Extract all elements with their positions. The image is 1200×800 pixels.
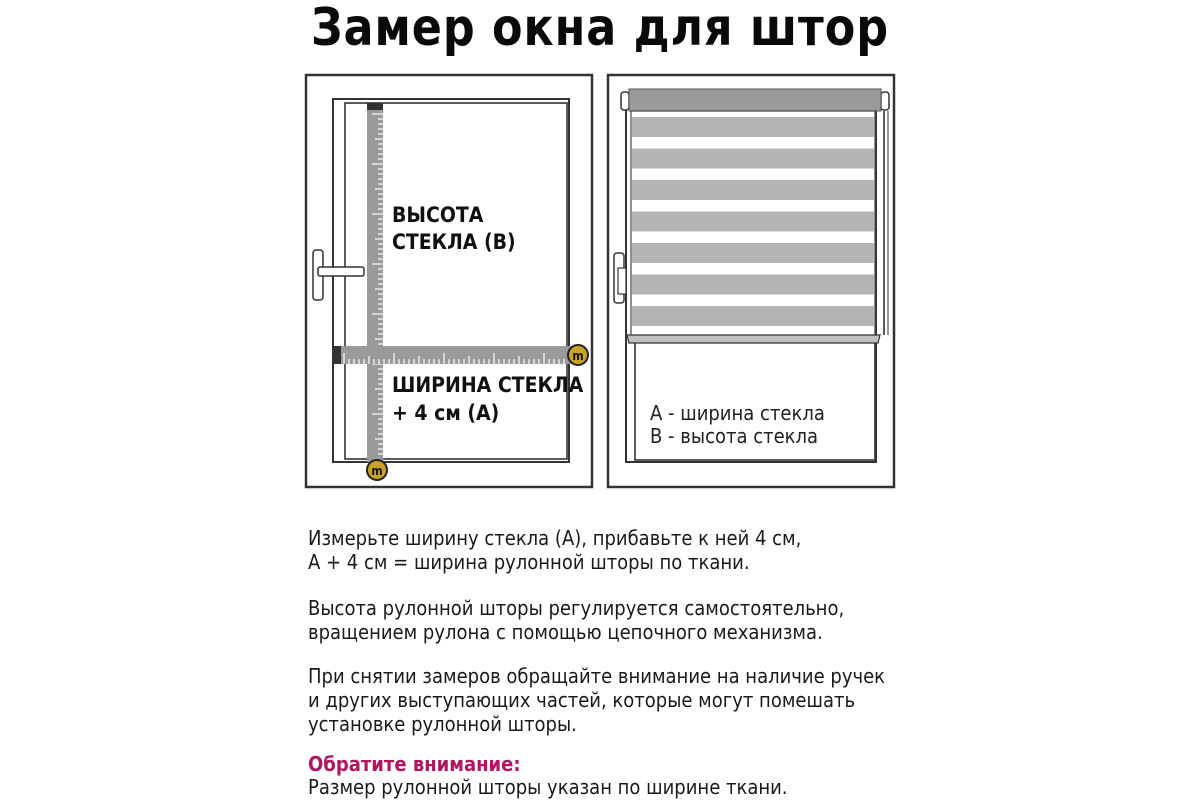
- instruction-line: установке рулонной шторы.: [308, 712, 577, 736]
- blind-band: [632, 180, 874, 200]
- blind-bottom-bar: [627, 335, 880, 343]
- width-label-line1: ШИРИНА СТЕКЛА: [392, 373, 584, 397]
- roller-cassette: [621, 89, 889, 111]
- instruction-line: Измерьте ширину стекла (А), прибавьте к ней 4 см,: [308, 526, 802, 550]
- right-handle-icon: [614, 253, 626, 303]
- blind-band: [632, 243, 874, 263]
- left-window-diagram: [306, 75, 592, 487]
- blind-band: [632, 306, 874, 326]
- blind-band: [632, 149, 874, 169]
- instruction-line: и других выступающих частей, которые могут помешать: [308, 688, 856, 712]
- tape-measure-icon-horizontal: [568, 345, 588, 365]
- horizontal-tape-measure: [333, 345, 588, 365]
- svg-text:m: m: [572, 349, 584, 363]
- height-label-line1: ВЫСОТА: [392, 203, 484, 227]
- right-window-diagram: [608, 75, 894, 487]
- instruction-paragraph-2: [308, 596, 928, 644]
- width-label-line2: + 4 см (А): [392, 401, 500, 425]
- page-title: Замер окна для штор: [310, 0, 889, 58]
- legend-line-b: В - высота стекла: [650, 424, 819, 448]
- instruction-paragraph-3: [308, 664, 928, 736]
- blind-band: [632, 275, 874, 295]
- instruction-line: Высота рулонной шторы регулируется самостоятельно,: [308, 596, 845, 620]
- note-text: Размер рулонной шторы указан по ширине ткани.: [308, 775, 788, 799]
- svg-text:m: m: [371, 464, 383, 478]
- instruction-line: При снятии замеров обращайте внимание на наличие ручек: [308, 664, 886, 688]
- zebra-blind-fabric: [627, 111, 880, 343]
- legend-line-a: А - ширина стекла: [650, 401, 825, 425]
- instruction-line: вращением рулона с помощью цепочного механизма.: [308, 620, 823, 644]
- tape-measure-icon-vertical: [367, 460, 387, 480]
- blind-band: [632, 117, 874, 137]
- height-label-line2: СТЕКЛА (В): [392, 230, 516, 254]
- instruction-line: А + 4 см = ширина рулонной шторы по ткани.: [308, 550, 750, 574]
- instruction-paragraph-1: [308, 526, 928, 574]
- blind-band: [632, 212, 874, 232]
- note-title: Обратите внимание:: [308, 752, 521, 776]
